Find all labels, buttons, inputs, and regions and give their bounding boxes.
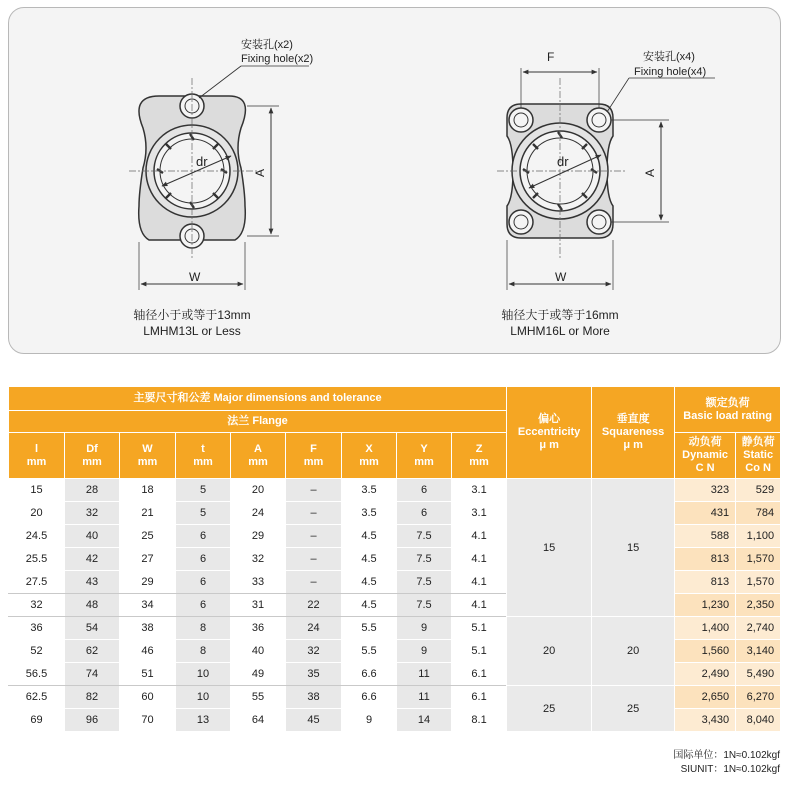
cell-x: 4.5	[342, 548, 397, 571]
cell-df: 62	[65, 640, 120, 663]
cell-t: 6	[176, 571, 231, 594]
right-dim-f-label: F	[547, 50, 555, 64]
cell-a: 29	[231, 525, 286, 548]
cell-dynamic-load: 431	[675, 502, 736, 525]
cell-f: 35	[286, 663, 342, 686]
cell-z: 8.1	[452, 709, 507, 732]
cell-static-load: 3,140	[736, 640, 781, 663]
cell-f: 45	[286, 709, 342, 732]
cell-static-load: 6,270	[736, 686, 781, 709]
flange-2-hole-drawing	[129, 66, 309, 290]
header-squareness: 垂直度 Squareness μ m	[592, 387, 675, 479]
cell-x: 5.5	[342, 640, 397, 663]
left-dim-w-label: W	[189, 270, 201, 284]
cell-l: 52	[9, 640, 65, 663]
cell-x: 4.5	[342, 594, 397, 617]
cell-x: 5.5	[342, 617, 397, 640]
cell-dynamic-load: 2,650	[675, 686, 736, 709]
table-row	[9, 686, 781, 709]
cell-w: 60	[120, 686, 176, 709]
cell-l: 20	[9, 502, 65, 525]
cell-t: 6	[176, 594, 231, 617]
left-callout-cn: 安装孔(x2)	[241, 39, 293, 51]
right-dim-w-label: W	[555, 270, 567, 284]
cell-x: 4.5	[342, 525, 397, 548]
cell-a: 64	[231, 709, 286, 732]
cell-f: 32	[286, 640, 342, 663]
cell-t: 10	[176, 686, 231, 709]
cell-static-load: 1,570	[736, 548, 781, 571]
cell-dynamic-load: 3,430	[675, 709, 736, 732]
cell-t: 10	[176, 663, 231, 686]
cell-a: 36	[231, 617, 286, 640]
col-header-l: l mm	[9, 433, 65, 479]
cell-z: 5.1	[452, 640, 507, 663]
cell-l: 25.5	[9, 548, 65, 571]
cell-t: 8	[176, 640, 231, 663]
cell-w: 29	[120, 571, 176, 594]
cell-df: 32	[65, 502, 120, 525]
cell-f: 38	[286, 686, 342, 709]
cell-static-load: 8,040	[736, 709, 781, 732]
right-callout-cn: 安装孔(x4)	[643, 51, 695, 63]
cell-dynamic-load: 1,230	[675, 594, 736, 617]
cell-z: 5.1	[452, 617, 507, 640]
cell-y: 7.5	[397, 525, 452, 548]
cell-df: 96	[65, 709, 120, 732]
cell-z: 4.1	[452, 594, 507, 617]
cell-df: 74	[65, 663, 120, 686]
cell-df: 40	[65, 525, 120, 548]
table-body	[9, 479, 781, 732]
cell-t: 8	[176, 617, 231, 640]
col-header-dynamic: 动负荷 Dynamic C N	[675, 433, 736, 479]
cell-y: 9	[397, 640, 452, 663]
cell-z: 4.1	[452, 525, 507, 548]
cell-z: 3.1	[452, 479, 507, 502]
cell-static-load: 529	[736, 479, 781, 502]
col-header-df: Df mm	[65, 433, 120, 479]
cell-a: 32	[231, 548, 286, 571]
cell-df: 82	[65, 686, 120, 709]
cell-l: 15	[9, 479, 65, 502]
cell-z: 3.1	[452, 502, 507, 525]
cell-a: 20	[231, 479, 286, 502]
header-major-dimensions: 主要尺寸和公差 Major dimensions and tolerance	[9, 387, 507, 411]
cell-l: 27.5	[9, 571, 65, 594]
cell-t: 13	[176, 709, 231, 732]
cell-w: 34	[120, 594, 176, 617]
cell-l: 32	[9, 594, 65, 617]
cell-y: 11	[397, 663, 452, 686]
cell-eccentricity: 25	[507, 686, 592, 732]
fixing-hole-bottom-left	[509, 210, 533, 234]
cell-z: 6.1	[452, 663, 507, 686]
cell-dynamic-load: 323	[675, 479, 736, 502]
cell-static-load: 2,350	[736, 594, 781, 617]
cell-dynamic-load: 813	[675, 571, 736, 594]
cell-t: 6	[176, 525, 231, 548]
right-dim-a-label: A	[643, 168, 658, 178]
cell-a: 40	[231, 640, 286, 663]
col-header-t: t mm	[176, 433, 231, 479]
cell-a: 24	[231, 502, 286, 525]
fixing-hole-top-left	[509, 108, 533, 132]
cell-w: 51	[120, 663, 176, 686]
dimensions-table	[8, 386, 781, 732]
cell-t: 5	[176, 479, 231, 502]
cell-l: 36	[9, 617, 65, 640]
cell-static-load: 5,490	[736, 663, 781, 686]
unit-note-en: SIUNIT：1N≈0.102kgf	[680, 764, 780, 775]
cell-l: 62.5	[9, 686, 65, 709]
cell-squareness: 25	[592, 686, 675, 732]
cell-w: 25	[120, 525, 176, 548]
cell-x: 6.6	[342, 663, 397, 686]
cell-static-load: 1,570	[736, 571, 781, 594]
col-header-y: Y mm	[397, 433, 452, 479]
cell-y: 9	[397, 617, 452, 640]
cell-df: 48	[65, 594, 120, 617]
cell-dynamic-load: 1,560	[675, 640, 736, 663]
cell-z: 6.1	[452, 686, 507, 709]
cell-static-load: 1,100	[736, 525, 781, 548]
cell-df: 43	[65, 571, 120, 594]
cell-eccentricity: 20	[507, 617, 592, 686]
cell-f: –	[286, 479, 342, 502]
cell-x: 9	[342, 709, 397, 732]
cell-df: 28	[65, 479, 120, 502]
header-flange: 法兰 Flange	[9, 411, 507, 433]
cell-x: 6.6	[342, 686, 397, 709]
cell-static-load: 784	[736, 502, 781, 525]
left-dim-a-label: A	[253, 168, 268, 178]
cell-y: 7.5	[397, 594, 452, 617]
cell-eccentricity: 15	[507, 479, 592, 617]
cell-squareness: 20	[592, 617, 675, 686]
header-eccentricity: 偏心 Eccentricity μ m	[507, 387, 592, 479]
header-basic-load-rating: 额定负荷 Basic load rating	[675, 387, 781, 433]
cell-dynamic-load: 813	[675, 548, 736, 571]
cell-a: 49	[231, 663, 286, 686]
col-header-w: W mm	[120, 433, 176, 479]
cell-f: –	[286, 525, 342, 548]
cell-y: 6	[397, 502, 452, 525]
cell-a: 31	[231, 594, 286, 617]
cell-z: 4.1	[452, 548, 507, 571]
cell-df: 54	[65, 617, 120, 640]
cell-f: –	[286, 502, 342, 525]
left-caption-en: LMHM13L or Less	[143, 324, 241, 338]
unit-note-cn: 国际单位：1N≈0.102kgf	[673, 750, 780, 761]
table-row	[9, 617, 781, 640]
cell-w: 38	[120, 617, 176, 640]
cell-df: 42	[65, 548, 120, 571]
cell-l: 24.5	[9, 525, 65, 548]
right-callout-en: Fixing hole(x4)	[634, 66, 707, 78]
cell-y: 14	[397, 709, 452, 732]
cell-w: 70	[120, 709, 176, 732]
cell-y: 11	[397, 686, 452, 709]
cell-w: 21	[120, 502, 176, 525]
fixing-hole-bottom-right	[587, 210, 611, 234]
cell-t: 5	[176, 502, 231, 525]
cell-x: 4.5	[342, 571, 397, 594]
cell-dynamic-load: 2,490	[675, 663, 736, 686]
cell-f: 22	[286, 594, 342, 617]
cell-static-load: 2,740	[736, 617, 781, 640]
cell-w: 46	[120, 640, 176, 663]
col-header-static: 静负荷 Static Co N	[736, 433, 781, 479]
cell-t: 6	[176, 548, 231, 571]
cell-l: 56.5	[9, 663, 65, 686]
cell-l: 69	[9, 709, 65, 732]
cell-a: 33	[231, 571, 286, 594]
cell-f: –	[286, 571, 342, 594]
cell-dynamic-load: 1,400	[675, 617, 736, 640]
left-callout-en: Fixing hole(x2)	[241, 53, 314, 65]
flange-4-hole-drawing	[497, 68, 715, 290]
cell-z: 4.1	[452, 571, 507, 594]
cell-y: 7.5	[397, 548, 452, 571]
col-header-a: A mm	[231, 433, 286, 479]
cell-w: 27	[120, 548, 176, 571]
right-caption-cn: 轴径大于或等于16mm	[501, 308, 619, 322]
right-dim-dr-label: dr	[557, 154, 569, 169]
cell-y: 7.5	[397, 571, 452, 594]
cell-f: 24	[286, 617, 342, 640]
left-dim-dr-label: dr	[196, 154, 208, 169]
cell-dynamic-load: 588	[675, 525, 736, 548]
cell-x: 3.5	[342, 479, 397, 502]
drawing-panel	[8, 7, 781, 354]
cell-f: –	[286, 548, 342, 571]
table-row	[9, 479, 781, 502]
col-header-f: F mm	[286, 433, 342, 479]
cell-squareness: 15	[592, 479, 675, 617]
col-header-x: X mm	[342, 433, 397, 479]
cell-y: 6	[397, 479, 452, 502]
right-caption-en: LMHM16L or More	[510, 324, 610, 338]
cell-a: 55	[231, 686, 286, 709]
cell-w: 18	[120, 479, 176, 502]
left-caption-cn: 轴径小于或等于13mm	[133, 308, 251, 322]
cell-x: 3.5	[342, 502, 397, 525]
col-header-z: Z mm	[452, 433, 507, 479]
